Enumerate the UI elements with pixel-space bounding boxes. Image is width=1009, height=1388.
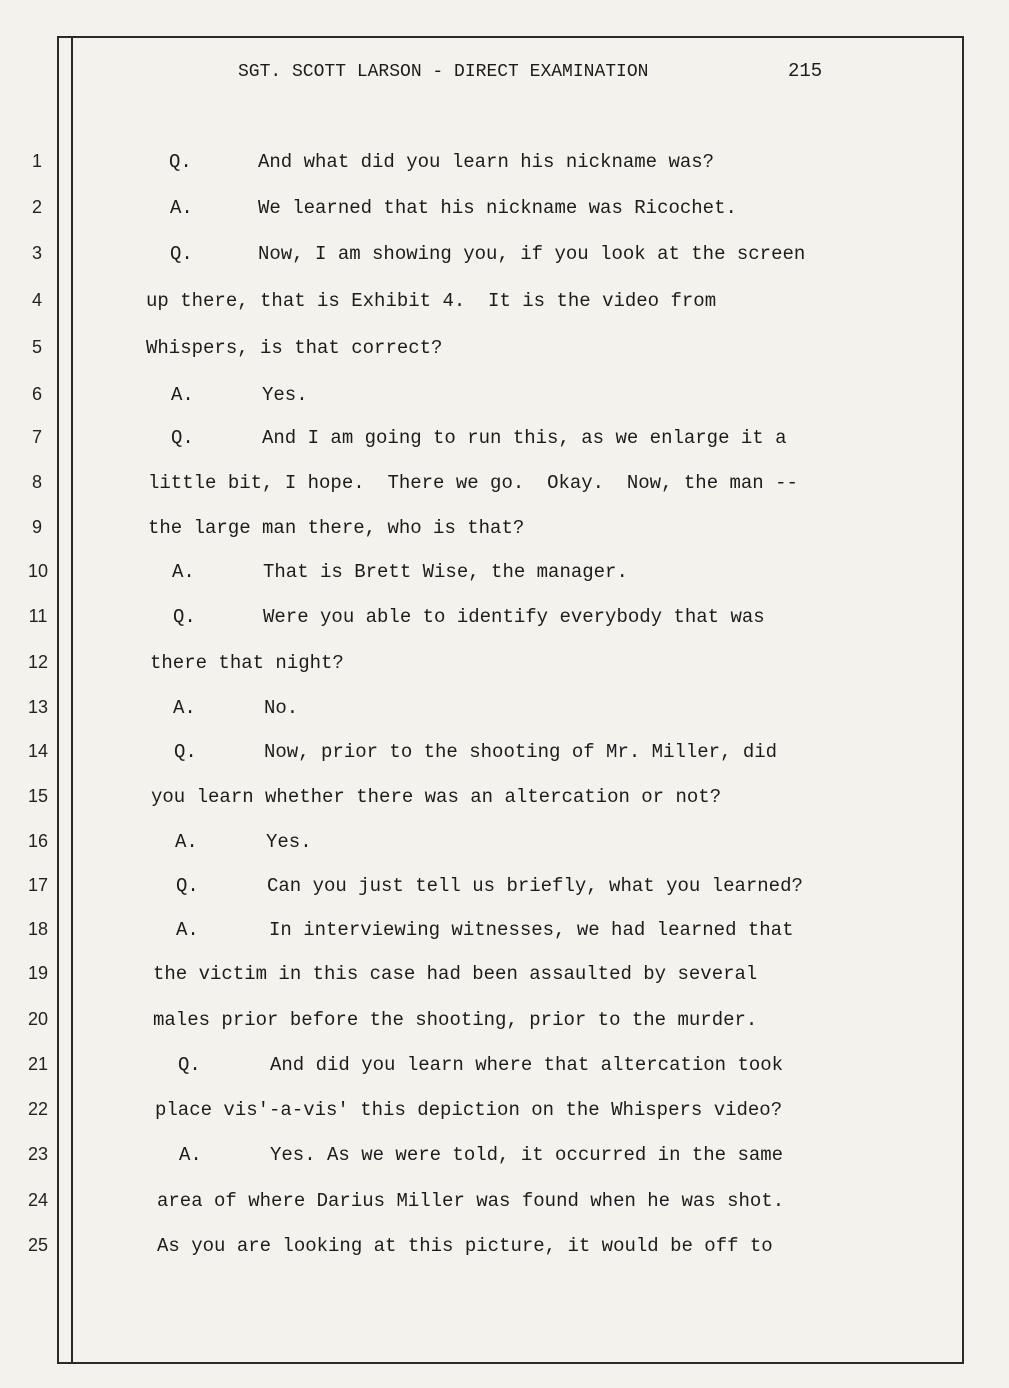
transcript-line-text: place vis'-a-vis' this depiction on the Whispers video? [155,1099,783,1121]
speaker-label: A. [171,384,194,406]
line-number: 14 [27,741,49,761]
speaker-label: Q. [178,1054,201,1076]
line-number: 25 [27,1235,49,1255]
line-number: 24 [27,1190,49,1210]
speaker-label: A. [179,1144,202,1166]
page-number: 215 [788,60,823,82]
transcript-line-text: you learn whether there was an altercation or not? [151,786,722,808]
speaker-label: A. [176,919,199,941]
transcript-line-text: And I am going to run this, as we enlarge it a [262,427,787,449]
line-number: 1 [31,151,42,171]
transcript-line-text: Yes. [266,831,312,853]
line-number: 5 [31,337,42,357]
transcript-line-text: the large man there, who is that? [148,517,525,539]
line-number: 8 [31,472,42,492]
transcript-line-text: As you are looking at this picture, it would be off to [157,1235,773,1257]
transcript-line-text: area of where Darius Miller was found when he was shot. [157,1190,785,1212]
line-number: 3 [31,243,42,263]
line-number: 19 [27,963,49,983]
transcript-line-text: That is Brett Wise, the manager. [263,561,628,583]
transcript-line-text: Can you just tell us briefly, what you learned? [267,875,803,897]
transcript-line-text: Now, I am showing you, if you look at the screen [258,243,806,265]
transcript-line-text: In interviewing witnesses, we had learned that [269,919,794,941]
line-number: 7 [31,427,42,447]
line-number: 22 [27,1099,49,1119]
line-number: 12 [27,652,49,672]
transcript-line-text: Whispers, is that correct? [146,337,443,359]
transcript-line-text: little bit, I hope. There we go. Okay. Now, the man -- [148,472,798,494]
speaker-label: Q. [173,606,196,628]
transcript-line-text: Yes. [262,384,308,406]
line-number: 4 [31,290,42,310]
transcript-line-text: We learned that his nickname was Ricochet. [258,197,737,219]
margin-rule [71,36,73,1364]
speaker-label: Q. [169,151,192,173]
transcript-line-text: Were you able to identify everybody that was [263,606,765,628]
line-number: 23 [27,1144,49,1164]
speaker-label: Q. [170,243,193,265]
transcript-line-text: males prior before the shooting, prior to the murder. [153,1009,758,1031]
line-number: 10 [27,561,49,581]
transcript-line-text: up there, that is Exhibit 4. It is the video from [146,290,717,312]
line-number: 21 [27,1054,49,1074]
speaker-label: Q. [171,427,194,449]
line-number: 13 [27,697,49,717]
transcript-line-text: And did you learn where that altercation took [270,1054,784,1076]
transcript-line-text: the victim in this case had been assaulted by several [153,963,758,985]
line-number: 16 [27,831,49,851]
line-number: 15 [27,786,49,806]
transcript-line-text: No. [264,697,299,719]
speaker-label: A. [172,561,195,583]
speaker-label: Q. [176,875,199,897]
line-number: 2 [31,197,42,217]
speaker-label: A. [170,197,193,219]
transcript-line-text: there that night? [150,652,344,674]
header-title: SGT. SCOTT LARSON - DIRECT EXAMINATION [238,62,649,82]
line-number: 6 [31,384,42,404]
transcript-line-text: Yes. As we were told, it occurred in the same [270,1144,784,1166]
line-number: 9 [31,517,42,537]
line-number: 11 [28,606,48,626]
speaker-label: A. [175,831,198,853]
line-number: 17 [27,875,49,895]
line-number: 20 [27,1009,49,1029]
transcript-line-text: And what did you learn his nickname was? [258,151,715,173]
page-header [0,60,1009,90]
speaker-label: A. [173,697,196,719]
line-number: 18 [27,919,49,939]
transcript-line-text: Now, prior to the shooting of Mr. Miller, did [264,741,778,763]
speaker-label: Q. [174,741,197,763]
